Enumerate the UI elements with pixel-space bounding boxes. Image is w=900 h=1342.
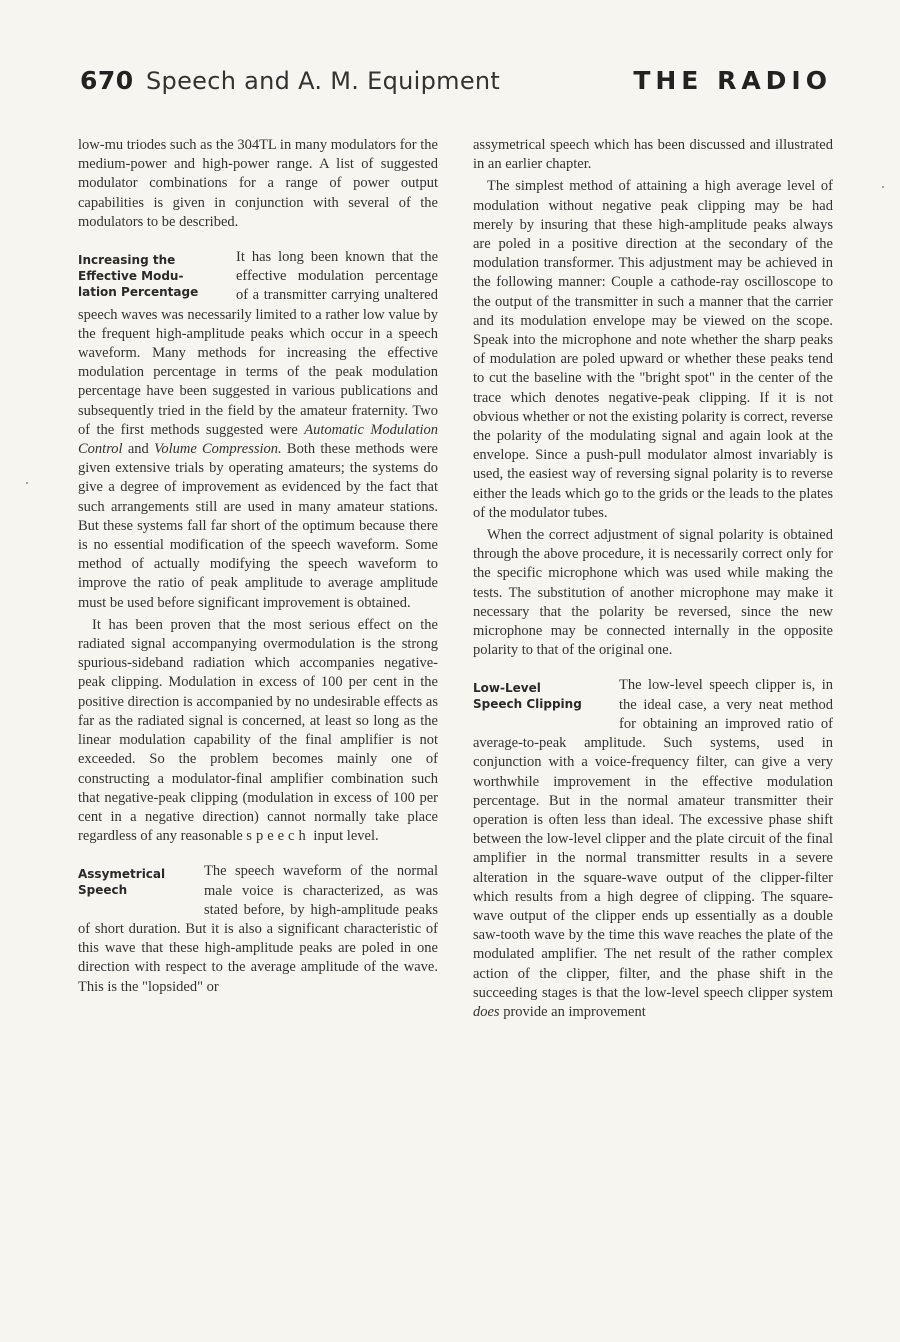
section-title: Speech and A. M. Equipment: [146, 67, 501, 95]
left-column: [78, 136, 438, 1000]
left-paragraph-1: low-mu triodes such as the 304TL in many modulators for the medium-power and high-power range. A list of suggested modulator combinations for a range of power output capabilities is given in conjunction with several of the modulators to be described.: [78, 137, 438, 230]
text-run: provide an improvement: [499, 1003, 646, 1020]
book-title: THE RADIO: [633, 66, 832, 95]
page-number: 670: [80, 66, 134, 95]
sidehead-increasing-modulation: [78, 252, 228, 300]
sidehead-line: Increasing the: [78, 253, 176, 268]
sidehead-line: Assymetrical: [78, 867, 166, 882]
right-paragraph-4: [473, 676, 833, 1022]
emphasis-amc: Automatic Modulation Control: [78, 421, 439, 458]
text-run: It has long been known that the effective modulation percentage of a transmitter carrying unaltered speech waves was necessarily limited to a rather low value by the frequent high-amplitude peaks which occur in a speech waveform. Many methods for increasing the effective modulation percentage in terms of the peak modulation percentage have been suggested in various publications and subsequently tried in the field by the amateur fraternity. Two of the first methods suggested were: [78, 249, 438, 438]
right-column: [473, 136, 833, 1025]
emphasis-volume-compression: Volume Compression.: [154, 441, 282, 458]
sidehead-line: Speech Clipping: [473, 697, 582, 712]
print-speck: [26, 482, 28, 484]
spaced-word: speech: [246, 828, 310, 845]
sidehead-line: Low-Level: [473, 681, 541, 696]
subsection-assymetrical-speech: [78, 862, 438, 996]
text-run: Both these methods were given extensive trials by operating amateurs; the systems do give a degree of improvement as evidenced by the fact that such arrangements still are used in many amateur stations. But these systems fall far short of the optimum because there is no essential modification of the speech waveform. Some method of actually modifying the speech waveform to improve the ratio of peak amplitude to average amplitude must be used before significant improvement is obtained.: [78, 441, 438, 611]
text-run: The low-level speech clipper is, in the ideal case, a very neat method for obtaining an improved ratio of average-to-peak amplitude. Such systems, used in conjunction with a voice-frequency filter, can give a very worthwhile improvement in the effective modulation percentage. But in the normal amateur transmitter their operation is often less than ideal. The excessive phase shift between the low-level clipper and the plate circuit of the final amplifier in the normal transmitter results in a severe alteration in the square-wave output of the clipper-filter which results from a high degree of clipping. The square-wave output of the clipper ends up essentially as a double saw-tooth wave by the time this wave reaches the plate of the modulated amplifier. The net result of the rather complex action of the clipper, filter, and the phase shift in the succeeding stages is that the low-level speech clipper system: [473, 677, 833, 1001]
running-header: [80, 66, 832, 106]
sidehead-line: Speech: [78, 883, 128, 898]
text-run: It has been proven that the most serious effect on the radiated signal accompanying overmodulation is the strong spurious-sideband radiation which accompanies negative-peak clipping. Modulation in excess of 100 per cent in the positive direction is accompanied by no undesirable effects as far as the radiated signal is concerned, at least so long as the linear modulation capability of the final amplifier is not exceeded. So the problem becomes mainly one of constructing a modulator-final amplifier combination such that negative-peak clipping (modulation in excess of 100 per cent in a negative direction) cannot normally take place regardless of any reasonable: [78, 616, 438, 845]
print-speck: [882, 186, 884, 188]
left-paragraph-3: [78, 616, 438, 846]
right-paragraph-2: The simplest method of attaining a high average level of modulation without negative peak clipping may be had merely by insuring that these high-amplitude peaks always are poled in a positive direction at the secondary of the modulation transformer. This adjustment may be achieved in the following manner: Couple a cathode-ray oscilloscope to the output of the transmitter in such a manner that the carrier and its modulation envelope may be viewed on the scope. Speak into the microphone and note whether the sharp peaks of modulation are poled upward or whether these peaks tend to cut the baseline with the "bright spot" in the center of the trace which denotes negative-peak clipping. If it is not obvious whether or not the existing polarity is correct, reverse the polarity of the modulating signal and again look at the envelope. Since a push-pull modulator almost invariably is used, the easiest way of reversing signal polarity is to reverse either the leads which go to the grids or the leads to the plates of the modulator tubes.: [473, 178, 833, 521]
left-paragraph-2: [78, 248, 438, 613]
emphasis-does: does: [473, 1003, 500, 1020]
sidehead-line: Effective Modu-: [78, 269, 184, 284]
sidehead-line: lation Percentage: [78, 285, 199, 300]
sidehead-low-level-clipping: [473, 680, 611, 712]
right-paragraph-1: assymetrical speech which has been discussed and illustrated in an earlier chapter.: [473, 137, 833, 173]
subsection-low-level-clipping: [473, 676, 833, 1022]
text-run: and: [122, 441, 155, 458]
subsection-effective-modulation: [78, 248, 438, 613]
left-paragraph-4: The speech waveform of the normal male voice is characterized, as was stated before, by high-amplitude peaks of short duration. But it is also a significant characteristic of this wave that these high-amplitude peaks are poled in one direction with respect to the average amplitude of the wave. This is the "lopsided" or: [78, 863, 438, 995]
text-run: input level.: [309, 828, 379, 845]
right-paragraph-3: When the correct adjustment of signal polarity is obtained through the above procedure, it is necessarily correct only for the specific microphone which was used while making the tests. The substitution of another microphone may make it necessary that the polarity be reversed, since the new microphone may be connected internally in the opposite polarity to that of the original one.: [473, 527, 833, 659]
sidehead-assymetrical-speech: [78, 866, 196, 898]
